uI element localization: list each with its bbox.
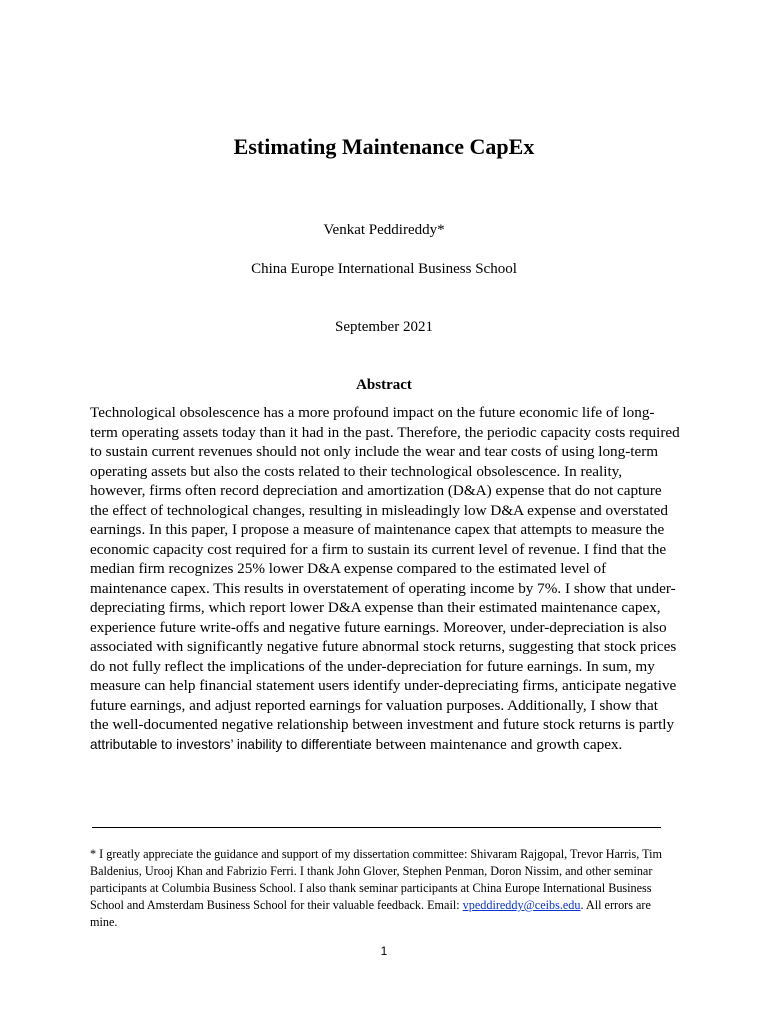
- author-name: Venkat Peddireddy*: [323, 222, 445, 238]
- footnote: [90, 846, 680, 931]
- paper-title: Estimating Maintenance CapEx: [233, 134, 535, 159]
- abstract-body: [90, 403, 680, 754]
- author-affiliation: China Europe International Business School: [251, 261, 517, 277]
- abstract-text-sans-segment: attributable to investors’ inability to differentiate: [90, 736, 372, 752]
- publication-date: September 2021: [335, 319, 433, 335]
- footnote-divider: [92, 827, 661, 828]
- email-link[interactable]: vpeddireddy@ceibs.edu: [462, 898, 581, 912]
- abstract-text-end: between maintenance and growth capex.: [371, 735, 623, 753]
- abstract-heading: Abstract: [356, 377, 412, 393]
- abstract-text: Technological obsolescence has a more profound impact on the future economic life of long-term operating assets today than it had in the past. Therefore, the periodic capacity costs required to sustain current revenues should not only include the wear and tear costs of using long-term operating assets but also the costs related to their technological obsolescence. In reality, however, firms often record depreciation and amortization (D&A) expense that do not capture the effect of technological changes, resulting in misleadingly low D&A expense and overstated earnings. In this paper, I propose a measure of maintenance capex that attempts to measure the economic capacity cost required for a firm to sustain its current level of revenue. I find that the median firm recognizes 25% lower D&A expense compared to the estimated level of maintenance capex. This results in overstatement of operating income by 7%. I show that under-depreciating firms, which report lower D&A expense than their estimated maintenance capex, experience future write-offs and negative future earnings. Moreover, under-depreciation is also associated with significantly negative future abnormal stock returns, suggesting that stock prices do not fully reflect the implications of the under-depreciation for future earnings. In sum, my measure can help financial statement users identify under-depreciating firms, anticipate negative future earnings, and adjust reported earnings for valuation purposes. Additionally, I show that the well-documented negative relationship between investment and future stock returns is partly: [90, 404, 680, 733]
- page-number: 1: [380, 944, 388, 958]
- footnote-end: . All errors are mine.: [90, 898, 651, 929]
- footnote-text: * I greatly appreciate the guidance and support of my dissertation committee: Shivaram Rajgopal, Trevor Harris, Tim Baldenius, Urooj Khan and Fabrizio Ferri. I thank John Glover, Stephen Penman, Doron Nissim, and other seminar participants at Columbia Business School. I also thank seminar participants at China Europe International Business School and Amsterdam Business School for their valuable feedback. Email:: [90, 847, 663, 912]
